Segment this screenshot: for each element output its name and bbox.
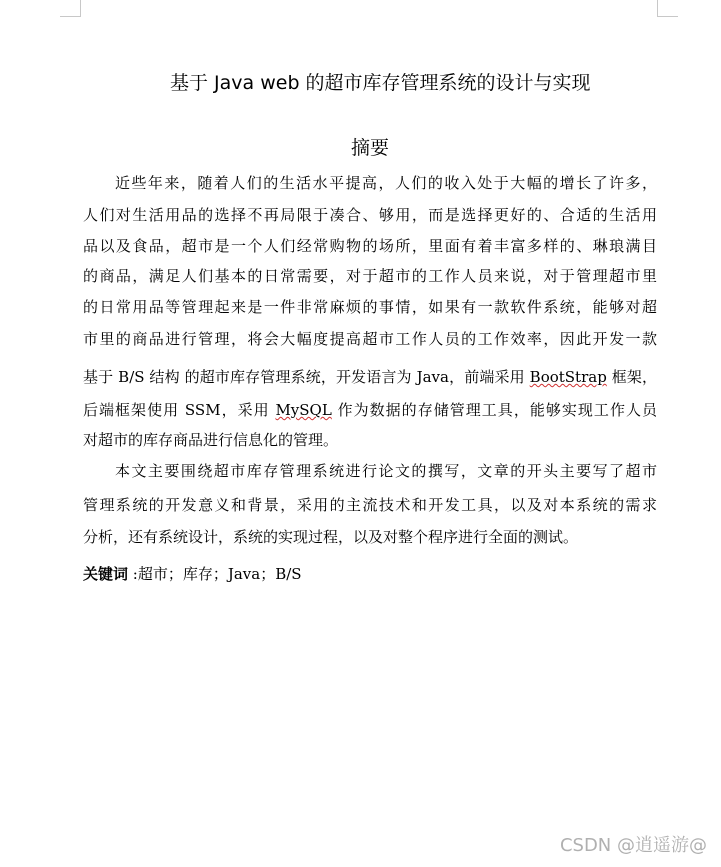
abstract-heading: 摘要 — [350, 137, 389, 159]
paragraph-line: 人们对生活用品的选择不再局限于凑合、够用，而是选择更好的、合适的生活用 — [83, 206, 657, 224]
paragraph-line: 近些年来，随着人们的生活水平提高，人们的收入处于大幅的增长了许多， — [115, 174, 657, 192]
spellcheck-word: MySQL — [275, 401, 332, 419]
spellcheck-word: BootStrap — [529, 368, 607, 386]
keywords-line — [83, 564, 657, 584]
paragraph-line: 市里的商品进行管理，将会大幅度提高超市工作人员的工作效率，因此开发一款 — [83, 330, 657, 348]
page-corner-mark — [657, 0, 678, 17]
paragraph-line: 的商品，满足人们基本的日常需要，对于超市的工作人员来说，对于管理超市里 — [83, 267, 657, 285]
document-title: 基于 Java web 的超市库存管理系统的设计与实现 — [170, 72, 591, 94]
paragraph-line: 本文主要围绕超市库存管理系统进行论文的撰写，文章的开头主要写了超市 — [115, 462, 657, 480]
watermark: CSDN @逍遥游@ — [559, 835, 707, 856]
paragraph-line: 后端框架使用 SSM，采用 MySQL 作为数据的存储管理工具，能够实现工作人员 — [83, 401, 657, 419]
paragraph-line: 的日常用品等管理起来是一件非常麻烦的事情，如果有一款软件系统，能够对超 — [83, 298, 657, 316]
paragraph-line: 管理系统的开发意义和背景，采用的主流技术和开发工具，以及对本系统的需求 — [83, 496, 657, 514]
paragraph-line: 对超市的库存商品进行信息化的管理。 — [83, 431, 339, 449]
paragraph-line: 基于 B/S 结构 的超市库存管理系统，开发语言为 Java，前端采用 BootStrap 框架， — [83, 368, 657, 386]
paragraph-line: 品以及食品，超市是一个人们经常购物的场所，里面有着丰富多样的、琳琅满目 — [83, 237, 657, 255]
keywords-label: 关键词 — [83, 565, 129, 583]
keywords-value: :超市；库存；Java；B/S — [128, 565, 302, 583]
paragraph-line: 分析，还有系统设计，系统的实现过程，以及对整个程序进行全面的测试。 — [83, 528, 579, 546]
page-corner-mark — [60, 0, 81, 17]
